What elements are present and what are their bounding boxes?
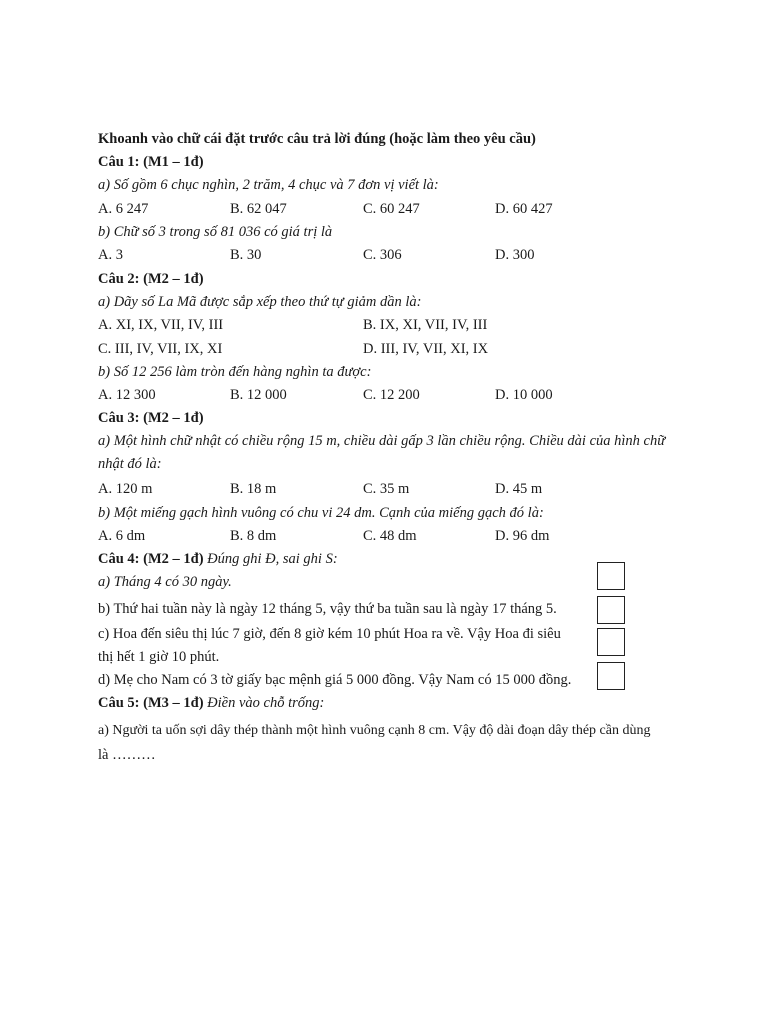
q5-title: Câu 5: (M3 – 1đ) — [98, 695, 204, 711]
q3-a-options — [98, 478, 698, 500]
q3-a-option-c[interactable]: C. 35 m — [363, 481, 410, 497]
q2-b-option-b[interactable]: B. 12 000 — [230, 387, 287, 403]
q1-title: Câu 1: (M1 – 1đ) — [98, 154, 204, 170]
q4-item-b: b) Thứ hai tuần này là ngày 12 tháng 5, vậy thứ ba tuần sau là ngày 17 tháng 5. — [98, 601, 557, 617]
q1-a-options — [98, 198, 698, 220]
q3-b-options — [98, 525, 698, 547]
q3-a-prompt-line2: nhật đó là: — [98, 456, 162, 472]
q3-b-option-c[interactable]: C. 48 dm — [363, 528, 417, 544]
q1-a-option-b[interactable]: B. 62 047 — [230, 201, 287, 217]
q2-b-option-c[interactable]: C. 12 200 — [363, 387, 420, 403]
q5-subtitle: Điền vào chỗ trống: — [203, 695, 325, 711]
q3-a-option-d[interactable]: D. 45 m — [495, 481, 543, 497]
q3-title: Câu 3: (M2 – 1đ) — [98, 410, 204, 426]
q4-item-c-line2: thị hết 1 giờ 10 phút. — [98, 649, 220, 665]
q4-item-d: d) Mẹ cho Nam có 3 tờ giấy bạc mệnh giá 5 000 đồng. Vậy Nam có 15 000 đồng. — [98, 672, 572, 688]
q3-b-prompt: b) Một miếng gạch hình vuông có chu vi 24 dm. Cạnh của miếng gạch đó là: — [98, 505, 544, 521]
q2-a-option-d[interactable]: D. III, IV, VII, XI, IX — [363, 341, 489, 357]
q4-heading — [98, 548, 338, 570]
q2-b-prompt: b) Số 12 256 làm tròn đến hàng nghìn ta được: — [98, 364, 372, 380]
q5-a-line1: a) Người ta uốn sợi dây thép thành một hình vuông cạnh 8 cm. Vậy độ dài đoạn dây thép cần dùng — [98, 723, 651, 738]
q3-b-option-b[interactable]: B. 8 dm — [230, 528, 277, 544]
q2-b-option-a[interactable]: A. 12 300 — [98, 387, 156, 403]
q2-a-options-row2 — [98, 338, 698, 360]
q2-a-options-row1 — [98, 314, 698, 336]
q2-title: Câu 2: (M2 – 1đ) — [98, 271, 204, 287]
q1-a-option-a[interactable]: A. 6 247 — [98, 201, 149, 217]
q5-a-line2: là ……… — [98, 747, 156, 763]
q3-b-option-a[interactable]: A. 6 dm — [98, 528, 146, 544]
q1-b-option-b[interactable]: B. 30 — [230, 247, 262, 263]
q2-a-option-a[interactable]: A. XI, IX, VII, IV, III — [98, 317, 224, 333]
q1-b-option-c[interactable]: C. 306 — [363, 247, 402, 263]
q4-title: Câu 4: (M2 – 1đ) — [98, 551, 204, 567]
q2-a-option-c[interactable]: C. III, IV, VII, IX, XI — [98, 341, 223, 357]
q1-b-option-d[interactable]: D. 300 — [495, 247, 535, 263]
q3-b-option-d[interactable]: D. 96 dm — [495, 528, 550, 544]
q2-b-option-d[interactable]: D. 10 000 — [495, 387, 553, 403]
q4-answer-box-b[interactable] — [597, 596, 625, 624]
q3-a-prompt-line1: a) Một hình chữ nhật có chiều rộng 15 m, chiều dài gấp 3 lần chiều rộng. Chiều dài của hình chữ — [98, 433, 666, 449]
q4-item-a: a) Tháng 4 có 30 ngày. — [98, 574, 232, 590]
q2-a-option-b[interactable]: B. IX, XI, VII, IV, III — [363, 317, 488, 333]
q4-subtitle: Đúng ghi Đ, sai ghi S: — [203, 551, 338, 567]
q4-answer-box-a[interactable] — [597, 562, 625, 590]
q1-b-options — [98, 244, 698, 266]
q2-a-prompt: a) Dãy số La Mã được sắp xếp theo thứ tự giảm dần là: — [98, 294, 422, 310]
q4-answer-box-d[interactable] — [597, 662, 625, 690]
instruction-heading: Khoanh vào chữ cái đặt trước câu trả lời đúng (hoặc làm theo yêu cầu) — [98, 131, 536, 147]
q3-a-option-b[interactable]: B. 18 m — [230, 481, 277, 497]
q1-b-option-a[interactable]: A. 3 — [98, 247, 123, 263]
q5-heading — [98, 692, 324, 714]
q1-a-option-d[interactable]: D. 60 427 — [495, 201, 553, 217]
q1-b-prompt: b) Chữ số 3 trong số 81 036 có giá trị là — [98, 224, 333, 240]
q3-a-option-a[interactable]: A. 120 m — [98, 481, 153, 497]
q1-a-option-c[interactable]: C. 60 247 — [363, 201, 420, 217]
q1-a-prompt: a) Số gồm 6 chục nghìn, 2 trăm, 4 chục và 7 đơn vị viết là: — [98, 177, 439, 193]
q4-item-c-line1: c) Hoa đến siêu thị lúc 7 giờ, đến 8 giờ kém 10 phút Hoa ra về. Vậy Hoa đi siêu — [98, 626, 561, 642]
q4-answer-box-c[interactable] — [597, 628, 625, 656]
q2-b-options — [98, 384, 698, 406]
